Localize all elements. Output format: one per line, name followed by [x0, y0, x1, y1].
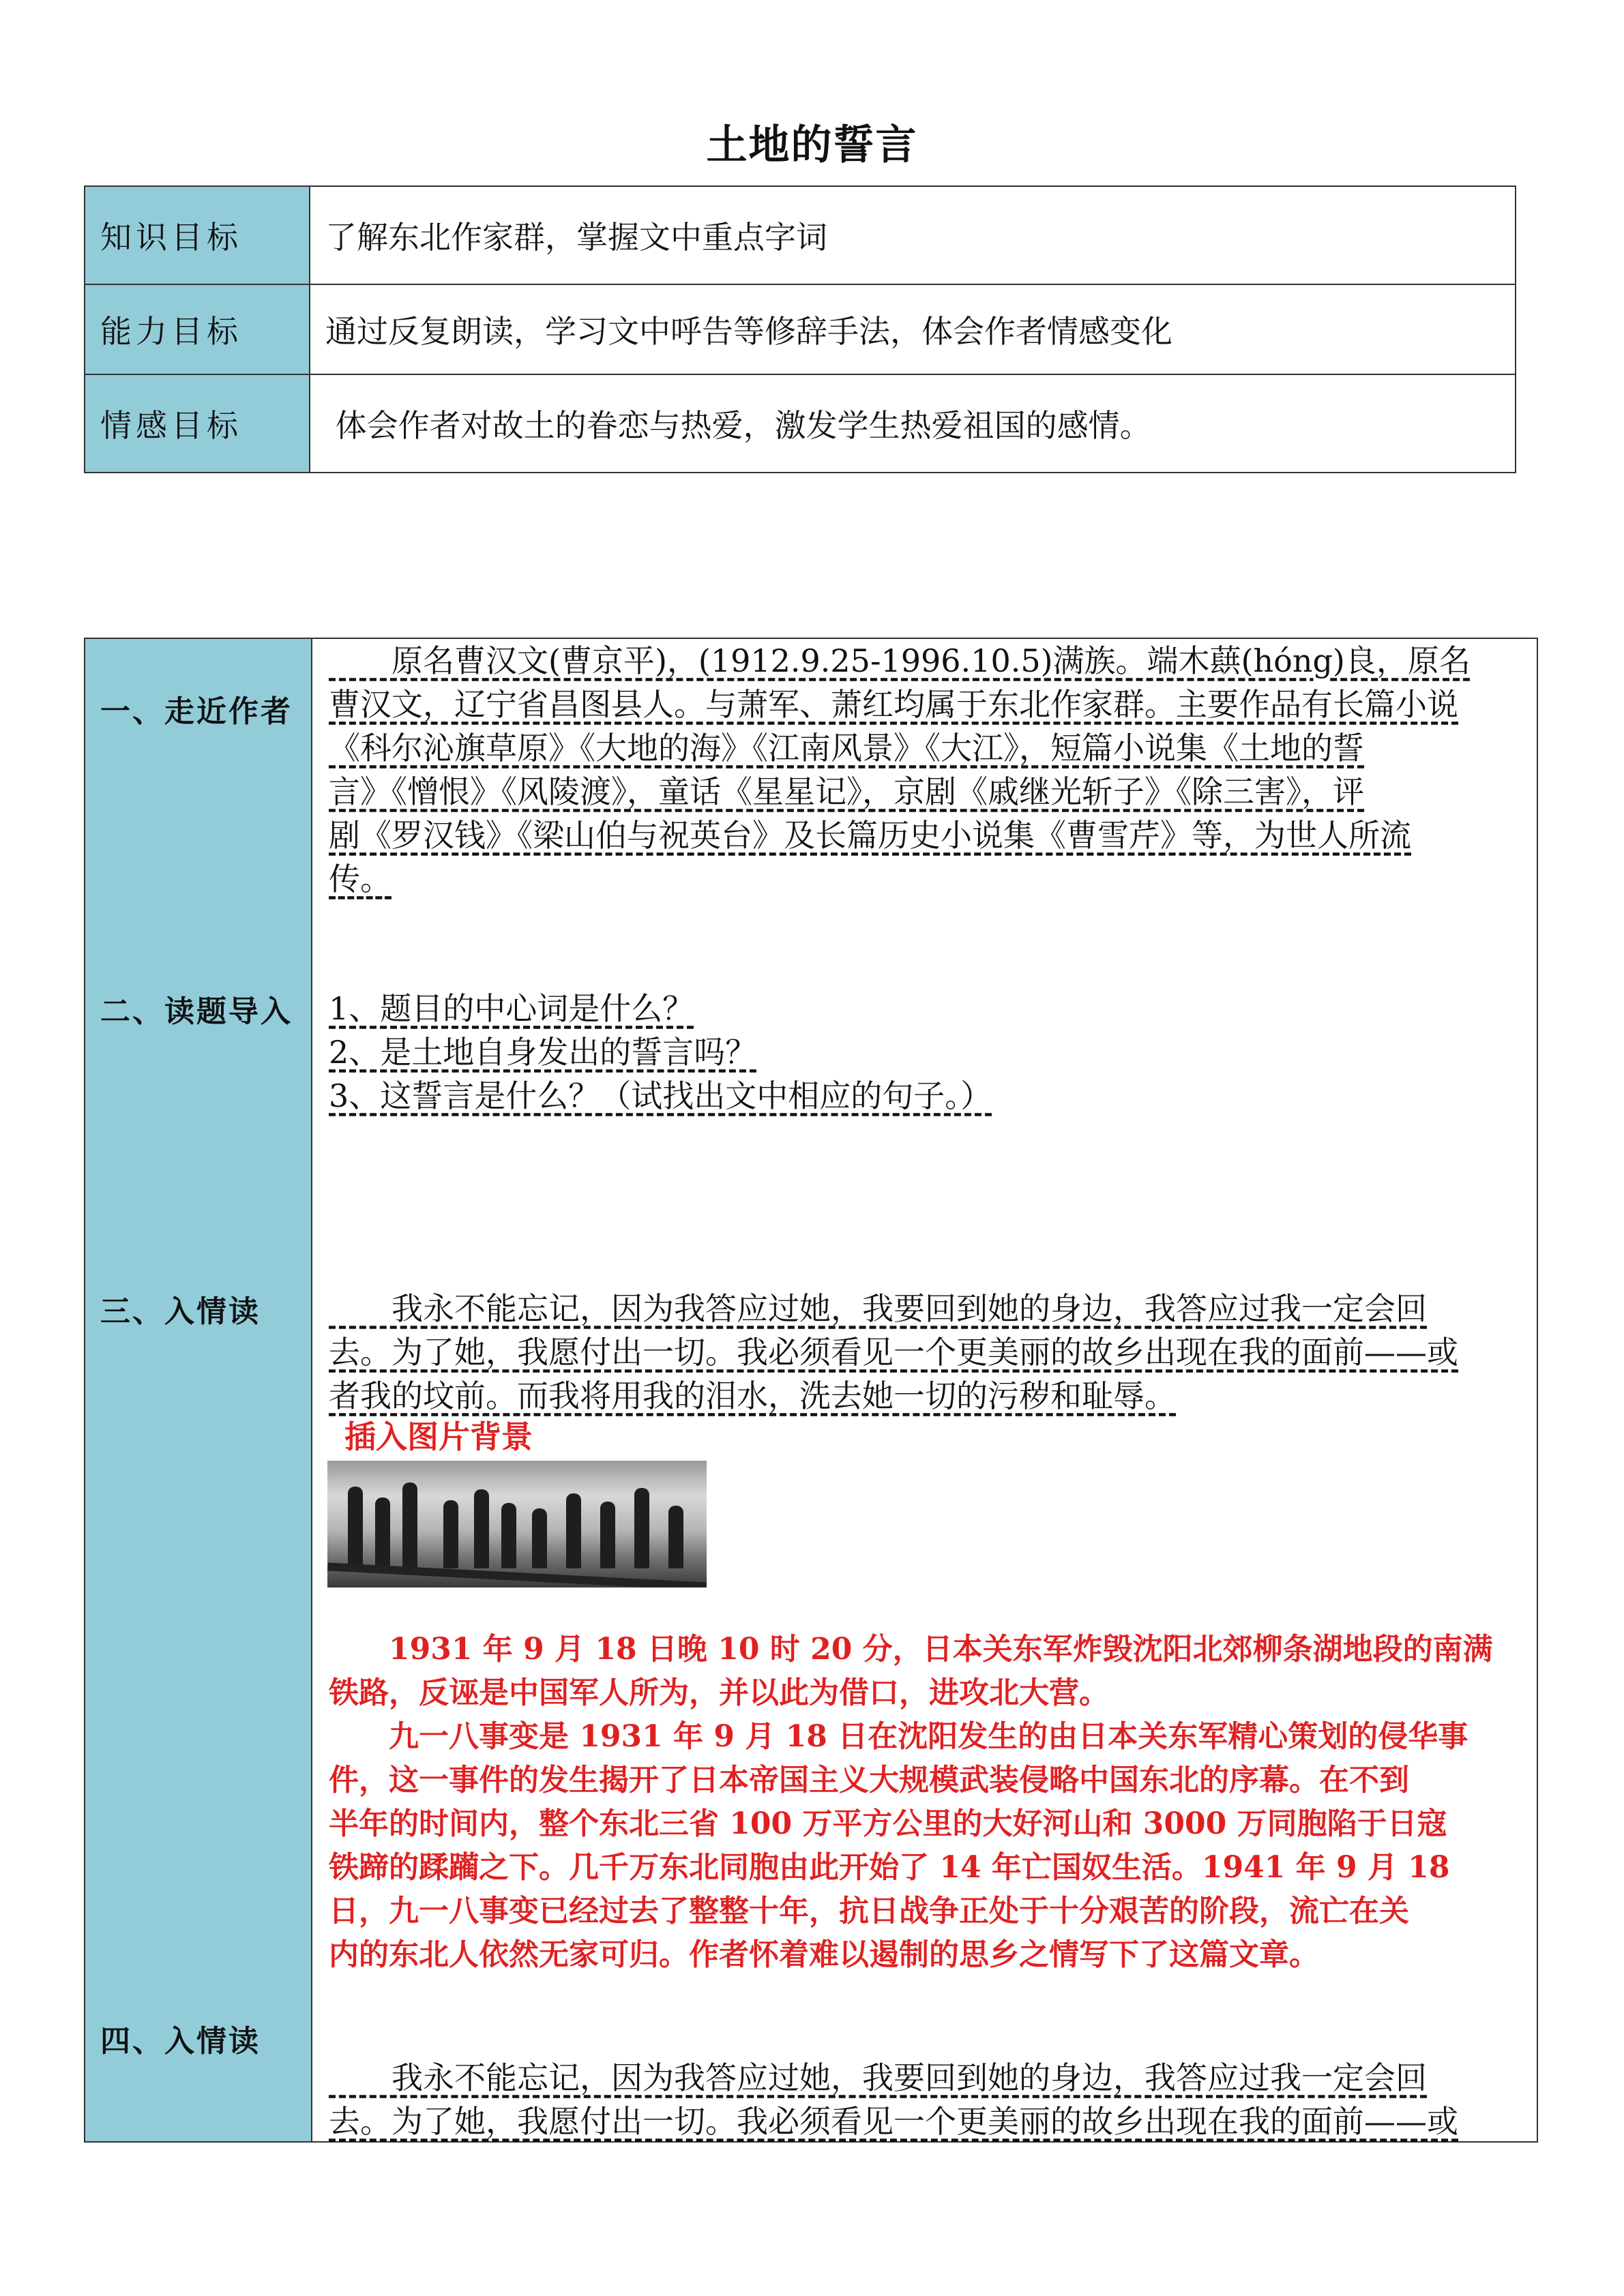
section-label-reading-1: 三、入情读	[100, 1294, 261, 1329]
lesson-table	[84, 638, 1538, 2143]
section-label-column	[85, 639, 312, 2141]
photo-figure	[668, 1506, 683, 1568]
photo-figure	[634, 1488, 649, 1568]
author-intro	[329, 639, 1536, 901]
text-line: 1931 年 9 月 18 日晚 10 时 20 分，日本关东军炸毁沈阳北郊柳条湖地段的南满	[329, 1632, 1493, 1667]
photo-figure	[348, 1487, 363, 1568]
photo-figure	[402, 1482, 417, 1568]
text-line: 曹汉文，辽宁省昌图县人。与萧军、萧红均属于东北作家群。主要作品有长篇小说	[329, 686, 1458, 723]
photo-figure	[375, 1497, 390, 1568]
question-item: 2、是土地自身发出的誓言吗？	[329, 1034, 757, 1071]
question-item: 1、题目的中心词是什么？	[329, 990, 694, 1027]
title-questions	[329, 987, 1536, 1118]
history-paragraph-2	[329, 1715, 1536, 1977]
goal-text: 体会作者对故土的眷恋与热爱，激发学生热爱祖国的感情。	[310, 374, 1516, 473]
text-line: 《科尔沁旗草原》《大地的海》《江南风景》《大江》，短篇小说集《土地的誓	[329, 730, 1364, 766]
goal-label: 能力目标	[85, 284, 310, 374]
photo-figure	[443, 1500, 458, 1568]
section-label-author: 一、走近作者	[100, 694, 293, 729]
text-line: 内的东北人依然无家可归。作者怀着难以遏制的思乡之情写下了这篇文章。	[329, 1937, 1319, 1972]
photo-figure	[600, 1502, 615, 1568]
goal-row-ability	[85, 284, 1516, 374]
page-title: 土地的誓言	[706, 121, 918, 169]
text-line: 件，这一事件的发生揭开了日本帝国主义大规模武装侵略中国东北的序幕。在不到	[329, 1763, 1409, 1798]
text-line: 铁蹄的蹂躏之下。几千万东北同胞由此开始了 14 年亡国奴生活。1941 年 9 月 18	[329, 1850, 1450, 1885]
image-label: 插入图片背景	[344, 1418, 533, 1455]
question-item: 3、这誓言是什么？（试找出文中相应的句子。）	[329, 1077, 992, 1114]
text-line: 铁路，反诬是中国军人所为，并以此为借口，进攻北大营。	[329, 1675, 1109, 1710]
goal-row-knowledge	[85, 186, 1516, 284]
goal-text: 了解东北作家群，掌握文中重点字词	[310, 186, 1516, 284]
photo-figure	[501, 1503, 516, 1568]
goal-label: 知识目标	[85, 186, 310, 284]
goal-row-emotion	[85, 374, 1516, 473]
text-line: 传。	[329, 861, 392, 897]
text-line: 我永不能忘记，因为我答应过她，我要回到她的身边，我答应过我一定会回	[329, 1290, 1427, 1327]
text-line: 九一八事变是 1931 年 9 月 18 日在沈阳发生的由日本关东军精心策划的侵华事	[329, 1719, 1468, 1754]
oath-quote	[329, 1287, 1536, 1418]
text-line: 剧《罗汉钱》《梁山伯与祝英台》及长篇历史小说集《曹雪芹》等，为世人所流	[329, 817, 1411, 854]
history-paragraph-1	[329, 1628, 1536, 1715]
text-line: 我永不能忘记，因为我答应过她，我要回到她的身边，我答应过我一定会回	[329, 2059, 1427, 2096]
photo-figure	[474, 1489, 489, 1568]
text-line: 日，九一八事变已经过去了整整十年，抗日战争正处于十分艰苦的阶段，流亡在关	[329, 1894, 1409, 1928]
historical-photo	[327, 1461, 707, 1587]
photo-figure	[566, 1493, 581, 1568]
photo-figure	[532, 1508, 547, 1568]
goal-text: 通过反复朗读，学习文中呼告等修辞手法，体会作者情感变化	[310, 284, 1516, 374]
oath-quote-repeat	[329, 2056, 1536, 2143]
text-line: 原名曹汉文(曹京平)，(1912.9.25-1996.10.5)满族。端木蕻(hóng)良，原名	[329, 642, 1471, 679]
goal-label: 情感目标	[85, 374, 310, 473]
text-line: 去。为了她，我愿付出一切。我必须看见一个更美丽的故乡出现在我的面前——或	[329, 2103, 1458, 2140]
goals-table	[84, 185, 1516, 473]
photo-rail-track	[327, 1562, 707, 1587]
section-label-title-intro: 二、读题导入	[100, 994, 293, 1029]
text-line: 半年的时间内，整个东北三省 100 万平方公里的大好河山和 3000 万同胞陷于日寇	[329, 1806, 1447, 1841]
section-label-reading-2: 四、入情读	[100, 2024, 261, 2059]
text-line: 去。为了她，我愿付出一切。我必须看见一个更美丽的故乡出现在我的面前——或	[329, 1334, 1458, 1371]
text-line: 者我的坟前。而我将用我的泪水，洗去她一切的污秽和耻辱。	[329, 1377, 1176, 1414]
text-line: 言》《憎恨》《风陵渡》，童话《星星记》，京剧《戚继光斩子》《除三害》，评	[329, 773, 1364, 810]
